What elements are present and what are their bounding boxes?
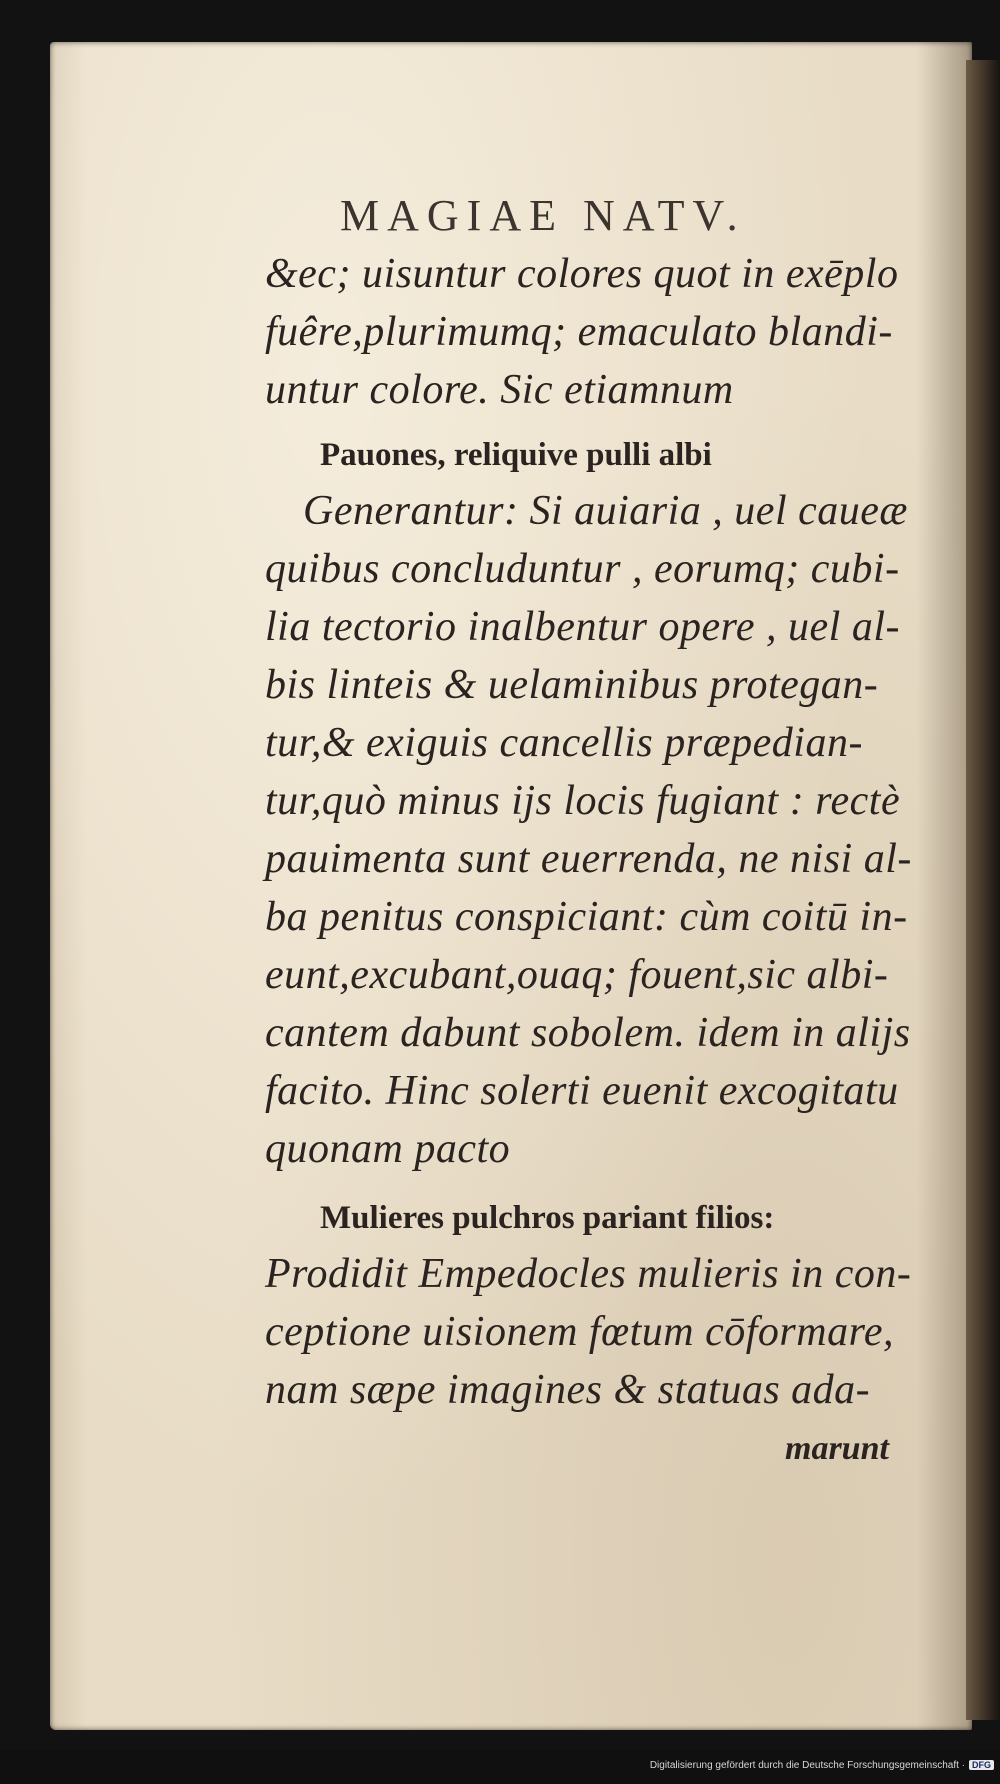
text-line: &ec; uisuntur colores quot in exēplo (265, 251, 899, 297)
text-line: tur,& exiguis cancellis præpedian- (265, 720, 863, 766)
text-line: ceptione uisionem fœtum cōformare, (265, 1309, 895, 1355)
text-line: eunt,excubant,ouaq; fouent,sic albi- (265, 952, 889, 998)
text-line: fuêre,plurimumq; emaculato blandi- (265, 309, 893, 355)
text-line: quonam pacto (265, 1126, 511, 1172)
book-spine (966, 60, 1000, 1720)
digitization-credit (650, 1760, 994, 1771)
text-line: lia tectorio inalbentur opere , uel al- (265, 604, 901, 650)
section-heading: Pauones, reliquive pulli albi (320, 437, 712, 473)
text-line: ba penitus conspiciant: cùm coitū in- (265, 894, 908, 940)
text-line: nam sæpe imagines & statuas ada- (265, 1367, 871, 1413)
text-line: Prodidit Empedocles mulieris in con- (265, 1251, 912, 1297)
text-line: tur,quò minus ijs locis fugiant : rectè (265, 778, 901, 824)
credit-text: Digitalisierung gefördert durch die Deutsche Forschungsgemeinschaft · (649, 1760, 965, 1771)
text-line: facito. Hinc solerti euenit excogitatu (265, 1068, 899, 1114)
running-head: MAGIAE NATV. (340, 191, 746, 240)
text-line: bis linteis & uelaminibus protegan- (265, 662, 879, 708)
section-heading: Mulieres pulchros pariant filios: (320, 1200, 775, 1236)
text-line: Generantur: Si auiaria , uel caueæ (303, 488, 908, 534)
text-line: cantem dabunt sobolem. idem in alijs (265, 1010, 911, 1056)
catchword: marunt (785, 1430, 889, 1467)
text-line: quibus concluduntur , eorumq; cubi- (265, 546, 900, 592)
text-line: untur colore. Sic etiamnum (265, 367, 734, 413)
text-line: pauimenta sunt euerrenda, ne nisi al- (265, 836, 912, 882)
dfg-logo: DFG (969, 1760, 994, 1770)
